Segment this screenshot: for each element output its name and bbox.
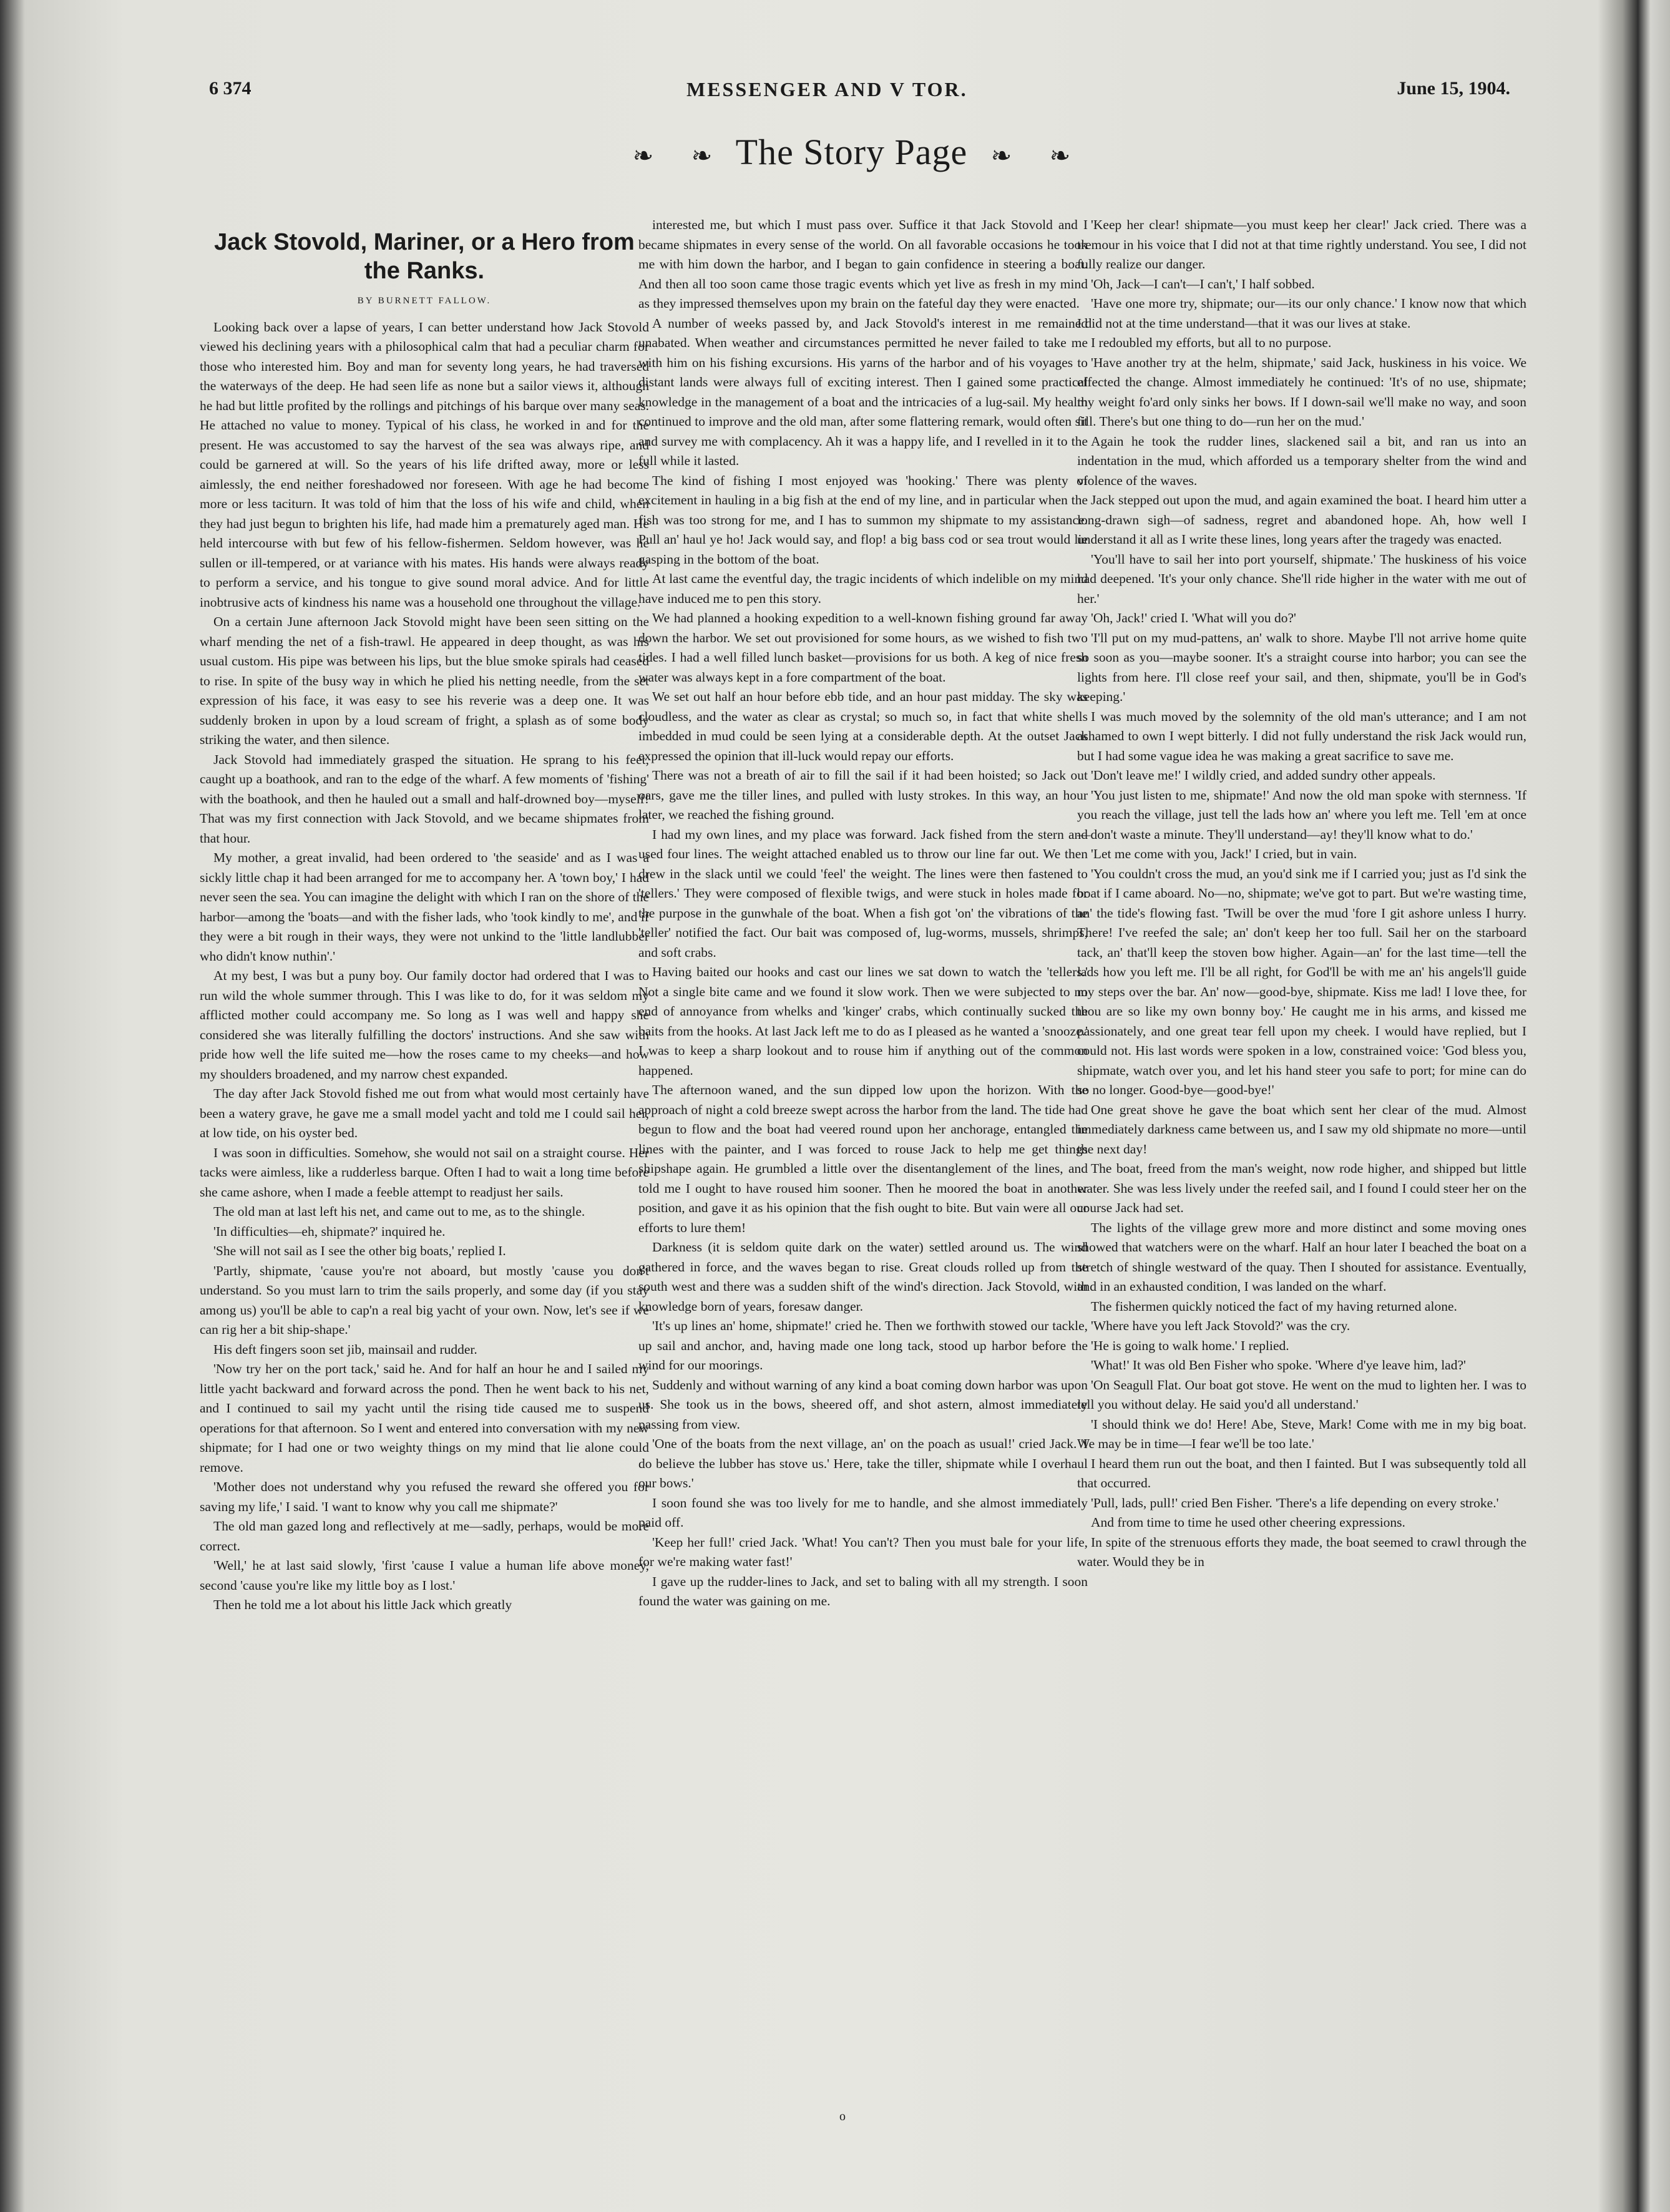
adjacent-page-edge [1638,0,1670,2212]
paragraph: 'Oh, Jack—I can't—I can't,' I half sobbed. [1091,276,1315,291]
paragraph: 'On Seagull Flat. Our boat got stove. He went on the mud to lighten her. I was to tell you without delay. He said you'd all understand.' [1077,1377,1526,1412]
page-folio: o [839,2110,846,2123]
paragraph: 'Partly, shipmate, 'cause you're not aboard, but mostly 'cause you don't understand. So you must larn to trim the sails properly, and some day (if you stay among us) you'll be able to cap'n a real big yacht of your own. Now, let's see if we can rig her a bit ship-shape.' [200,1263,649,1337]
paragraph: 'I'll put on my mud-pattens, an' walk to shore. Maybe I'll not arrive home quite so soon as you—maybe sooner. It's a straight course into harbor; you can see the lights from here. I'll close reef your sail, and then, shipmate, you'll be in God's keeping.' [1077,630,1526,704]
text-column-1 [200,215,649,2169]
paragraph: We had planned a hooking expedition to a well-known fishing ground far away down the harbor. We set out provisioned for some hours, as we wished to fish two tides. I had a well filled lunch basket—provisions for us both. A keg of nice fresh water was always kept in a fore compartment of the boat. [638,610,1088,685]
section-heading [106,131,1598,173]
paragraph: 'She will not sail as I see the other big boats,' replied I. [213,1243,506,1258]
running-header [106,78,1598,109]
leaf-ornament-icon: ❧ [1049,142,1072,170]
paragraph: And from time to time he used other cheering expressions. [1091,1515,1405,1530]
paragraph: One great shove he gave the boat which sent her clear of the mud. Almost immediately darkness came between us, and I saw my old shipmate no more—until the next day! [1077,1102,1526,1157]
paragraph: At last came the eventful day, the tragic incidents of which indelible on my mind have induced me to pen this story. [638,571,1088,606]
paragraph: 'What!' It was old Ben Fisher who spoke. 'Where d'ye leave him, lad?' [1091,1358,1466,1373]
paragraph: We set out half an hour before ebb tide, and an hour past midday. The sky was cloudless, and the water as clear as crystal; so much so, in fact that white shells imbedded in mud could be seen lying at a considerable depth. At the outset Jack expressed the opinion that ill-luck would repay our efforts. [638,689,1088,763]
paragraph: Darkness (it is seldom quite dark on the water) settled around us. The wind gathered in force, and the waves began to rise. Great clouds rolled up from the south west and there was a sudden shift of the wind's direction. Jack Stovold, with knowledge born of years, foresaw danger. [638,1240,1088,1314]
paragraph: 'I should think we do! Here! Abe, Steve, Mark! Come with me in my big boat. We may be in time—I fear we'll be too late.' [1077,1416,1526,1451]
paragraph: I heard them run out the boat, and then I fainted. But I was subsequently told all that occurred. [1077,1456,1526,1490]
paragraph: The kind of fishing I most enjoyed was 'hooking.' There was plenty of excitement in hauling in a big fish at the end of my line, and in particular when the fish was too strong for me, and I has to summon my shipmate to my assistance. Pull an' haul ye ho! Jack would say, and flop! a big bass cod or sea trout would lie gasping in the bottom of the boat. [638,472,1088,567]
paragraph: His deft fingers soon set jib, mainsail and rudder. [213,1341,477,1357]
paragraph: 'One of the boats from the next village, an' on the poach as usual!' cried Jack. 'I do believe the lubber has stove us.' Here, take the tiller, shipmate while I overhaul our bows.' [638,1436,1088,1490]
paragraph: The fishermen quickly noticed the fact of my having returned alone. [1091,1298,1457,1314]
article-byline: BY BURNETT FALLOW. [357,296,492,306]
paragraph: 'You just listen to me, shipmate!' And now the old man spoke with sternness. 'If you reach the village, just tell the lads how an' where you left me. Tell 'em at once—don't waste a minute. They'll understand—ay! they'll know what to do.' [1077,787,1526,842]
newspaper-page [106,44,1598,2166]
leaf-ornament-icon: ❧ [990,142,1013,170]
paragraph: 'Now try her on the port tack,' said he. And for half an hour he and I sailed my little yacht backward and forward across the pond. Then he went back to his net, and I continued to sail my yacht until the rising tide caused me to suspend operations for that afternoon. So I went and entered into conversation with my new shipmate; for I had one or two weighty things on my mind that lie alone could remove. [200,1361,649,1475]
paragraph: 'Have one more try, shipmate; our—its our only chance.' I know now that which I did not at the time understand—that it was our lives at stake. [1077,296,1526,331]
paragraph: 'He is going to walk home.' I replied. [1091,1338,1289,1353]
paragraph: I was soon in difficulties. Somehow, she would not sail on a straight course. Her tacks were aimless, like a rudderless barque. Often I had to wait a long time before she came ashore, when I made a feeble attempt to readjust her sails. [200,1145,649,1200]
paragraph: I soon found she was too lively for me to handle, and she almost immediately paid off. [638,1495,1088,1530]
page-number: 6 374 [209,78,251,99]
paragraph: Suddenly and without warning of any kind a boat coming down harbor was upon us. She took us in the bows, sheered off, and shot astern, almost immediately passing from view. [638,1377,1088,1432]
paragraph: 'Keep her full!' cried Jack. 'What! You can't? Then you must bale for your life, for we're making water fast!' [638,1534,1088,1569]
text-column-3 [1077,215,1526,2169]
paragraph: 'It's up lines an' home, shipmate!' cried he. Then we forthwith stowed our tackle, up sail and anchor, and, having made one long tack, stood up harbor before the wind for our moorings. [638,1318,1088,1373]
paragraph: 'Mother does not understand why you refused the reward she offered you for saving my life,' I said. 'I want to know why you call me shipmate?' [200,1479,649,1514]
paragraph: The old man at last left his net, and came out to me, as to the shingle. [213,1204,585,1219]
paragraph: The old man gazed long and reflectively at me—sadly, perhaps, would be more correct. [200,1519,649,1554]
paragraph: 'Keep her clear! shipmate—you must keep her clear!' Jack cried. There was a tremour in his voice that I did not at that time rightly understand. You see, I did not fully realize our danger. [1077,217,1526,272]
leaf-ornament-icon: ❧ [632,142,655,170]
paragraph: 'Oh, Jack!' cried I. 'What will you do?' [1091,610,1296,625]
paragraph: I had my own lines, and my place was forward. Jack fished from the stern and used four lines. The weight attached enabled us to throw our line far out. We then drew in the slack until we could 'feel' the weight. The lines were then fastened to 'tellers.' They were composed of flexible twigs, and were stuck in holes made for the purpose in the gunwhale of the boat. When a fish got 'on' the vibrations of the 'teller' notified the fact. Our bait was composed of, lug-worms, mussels, shrimps, and soft crabs. [638,826,1088,960]
text-column-2 [638,215,1088,2169]
masthead: MESSENGER AND V TOR. [686,78,968,100]
paragraph: interested me, but which I must pass over. Suffice it that Jack Stovold and I became shipmates in every sense of the world. On all favorable occasions he took me with him down the harbor, and I began to gain confidence in steering a boat. And then all too soon came those tragic events which yet live as fresh in my mind as they impressed themselves upon my brain on the fateful day they were enacted. [638,217,1088,311]
section-title: The Story Page [735,132,968,172]
paragraph: 'You couldn't cross the mud, an you'd sink me if I carried you; just as I'd sink the boat if I came aboard. No—no, shipmate; we've got to part. But we're wasting time, an' the tide's flowing fast. 'Twill be over the mud 'fore I git ashore unless I hurry. There! I've reefed the sale; an' don't keep her too full. Sail her on the starboard tack, an' that'll keep the stoven bow higher. Again—an' for the last time—tell the lads how you left me. I'll be all right, for God'll be with me an' his angels'll guide my steps over the bar. An' now—good-bye, shipmate. Kiss me lad! I love thee, for thou are so like my own bonny boy.' He caught me in his arms, and kissed me passionately, and one great tear fell upon my cheek. I would have replied, but I could not. His last words were spoken in a low, constrained voice: 'God bless you, shipmate, watch over you, and let his hand steer you safe to port; for mine can do so no longer. Good-bye—good-bye!' [1077,866,1526,1097]
paragraph: The afternoon waned, and the sun dipped low upon the horizon. With the approach of night a cold breeze swept across the harbor from the land. The tide had begun to flow and the boat had veered round upon her anchorage, entangled the lines with the painter, and I was forced to rouse Jack to help me get things shipshape again. He grumbled a little over the disentanglement of the lines, and told me I ought to have roused him sooner. Then he moored the boat in another position, and gave it as his opinion that the fish ought to bite. But vain were all our efforts to lure them! [638,1082,1088,1235]
paragraph: Again he took the rudder lines, slackened sail a bit, and ran us into an indentation in the mud, which afforded us a temporary shelter from the wind and violence of the waves. [1077,433,1526,488]
paragraph: My mother, a great invalid, had been ordered to 'the seaside' and as I was a sickly little chap it had been arranged for me to accompany her. A 'town boy,' I had never seen the sea. You can imagine the delight with which I ran on the shore of the harbor—among the 'boats—and with the fisher lads, who 'took kindly to me', and if they were a bit rough in their ways, they were not unkind to the 'little landlubber who didn't know nuthin'.' [200,850,649,964]
paragraph: I gave up the rudder-lines to Jack, and set to baling with all my strength. I soon found the water was gaining on me. [638,1573,1088,1608]
paragraph: 'Where have you left Jack Stovold?' was the cry. [1091,1318,1350,1333]
paragraph: 'Let me come with you, Jack!' I cried, but in vain. [1091,846,1357,861]
paragraph: Looking back over a lapse of years, I can better understand how Jack Stovold viewed his declining years with a philosophical calm that had a peculiar charm for those who interested him. Boy and man for seventy long years, he had traversed the waterways of the deep. He had seen life as none but a sailor views it, although he had but little profited by the rollings and pitchings of his barque over many seas. He attached no value to money. Typical of his class, he worked in and for the present. He was accustomed to say the harvest of the sea was always ripe, and could be garnered at will. So the years of his life drifted away, more or less aimlessly, the end neither foreshadowed nor foreseen. With age he had become more or less taciturn. It was told of him that the loss of his wife and child, when they had just begun to brighten his life, had made him a prematurely aged man. He held intercourse with but few of his fellow-fishermen. Seldom however, was he sullen or ill-tempered, or at variance with his mates. His hands were always ready to perform a service, and his tongue to give sound moral advice. And for little inobtrusive acts of kindness his name was a household one throughout the village. [200,319,649,610]
article-title: Jack Stovold, Mariner, or a Hero from the Ranks. [214,229,635,284]
paragraph: 'In difficulties—eh, shipmate?' inquired he. [213,1223,446,1239]
paragraph: I redoubled my efforts, but all to no purpose. [1091,335,1332,350]
leaf-ornament-icon: ❧ [691,142,713,170]
paragraph: On a certain June afternoon Jack Stovold might have been seen sitting on the wharf mending the net of a fish-trawl. He appeared in deep thought, as was his usual custom. His pipe was between his lips, but the blue smoke spirals had ceased to rise. In spite of the busy way in which he plied his netting needle, from the set expression of his face, it was easy to see his reverie was a deep one. It was suddenly broken in upon by a loud scream of fright, a splash as of some body striking the water, and then silence. [200,614,649,747]
paragraph: 'Don't leave me!' I wildly cried, and added sundry other appeals. [1091,768,1436,783]
paragraph: 'Well,' he at last said slowly, 'first 'cause I value a human life above money, second 'cause you're like my little boy as I lost.' [200,1558,649,1593]
paragraph: In spite of the strenuous efforts they made, the boat seemed to crawl through the water. Would they be in [1077,1534,1526,1569]
paragraph: Jack stepped out upon the mud, and again examined the boat. I heard him utter a long-drawn sigh—of sadness, regret and abandoned hope. Ah, how well I understand it all as I write these lines, long years after the tragedy was enacted. [1077,492,1526,547]
paragraph: I was much moved by the solemnity of the old man's utterance; and I am not ashamed to own I wept bitterly. I did not fully understand the risk Jack would run, but I had some vague idea he was making a great sacrifice to save me. [1077,708,1526,763]
paragraph: Jack Stovold had immediately grasped the situation. He sprang to his feet, caught up a boathook, and ran to the edge of the wharf. A few moments of 'fishing' with the boathook, and then he hauled out a small and half-drowned boy—myself! That was my first connection with Jack Stovold, and we became shipmates from that hour. [200,751,649,846]
paragraph: 'Pull, lads, pull!' cried Ben Fisher. 'There's a life depending on every stroke.' [1091,1495,1499,1510]
paragraph: At my best, I was but a puny boy. Our family doctor had ordered that I was to run wild the whole summer through. This I was like to do, for it was seldom my afflicted mother could accompany me. So long as I was well and happy she considered she was literally fulfilling the doctors' instructions. And she saw with pride how well the life suited me—how the roses came to my cheeks—and how my shoulders broadened, and my narrow chest expanded. [200,968,649,1082]
paragraph: The lights of the village grew more and more distinct and some moving ones showed that watchers were on the wharf. Half an hour later I beached the boat on a stretch of shingle westward of the quay. Then I shouted for assistance. Eventually, and in an exhausted condition, I was landed on the wharf. [1077,1220,1526,1294]
paragraph: The boat, freed from the man's weight, now rode higher, and shipped but little water. She was less lively under the reefed sail, and I found I could steer her on the course Jack had set. [1077,1161,1526,1215]
paragraph: There was not a breath of air to fill the sail if it had been hoisted; so Jack out oars, gave me the tiller lines, and pulled with lusty strokes. In this way, an hour later, we reached the fishing ground. [638,768,1088,822]
paragraph: Then he told me a lot about his little Jack which greatly [213,1597,512,1612]
paragraph: The day after Jack Stovold fished me out from what would most certainly have been a watery grave, he gave me a small model yacht and told me I could sail her, at low tide, on his oyster bed. [200,1086,649,1140]
paragraph: 'You'll have to sail her into port yourself, shipmate.' The huskiness of his voice had deepened. 'It's your only chance. She'll ride higher in the water with me out of her.' [1077,551,1526,606]
issue-date: June 15, 1904. [1397,78,1510,99]
paragraph: Having baited our hooks and cast our lines we sat down to watch the 'tellers.' Not a single bite came and we found it slow work. Then we were subjected to no end of annoyance from whelks and 'kinger' crabs, which continually sucked the baits from the hooks. At last Jack left me to do as I pleased as he wanted a 'snooze.' I was to keep a sharp lookout and to rouse him if anything out of the common happened. [638,964,1088,1078]
paragraph: A number of weeks passed by, and Jack Stovold's interest in me remained unabated. When weather and circumstances permitted he never failed to take me with him on his fishing excursions. His yarns of the harbor and of his voyages to distant lands were always full of exciting interest. Then I gained some practical knowledge in the management of a boat and the intricacies of a lug-sail. My health continued to improve and the old man, after some flattering remark, would often sit and survey me with complacency. Ah it was a happy life, and I revelled in it to the full while it lasted. [638,315,1088,468]
paragraph: 'Have another try at the helm, shipmate,' said Jack, huskiness in his voice. We effected the change. Almost immediately he continued: 'It's of no use, shipmate; my weight fo'ard only sinks her bows. If I down-sail we'll make no way, and soon fill. There's but one thing to do—run her on the mud.' [1077,355,1526,429]
